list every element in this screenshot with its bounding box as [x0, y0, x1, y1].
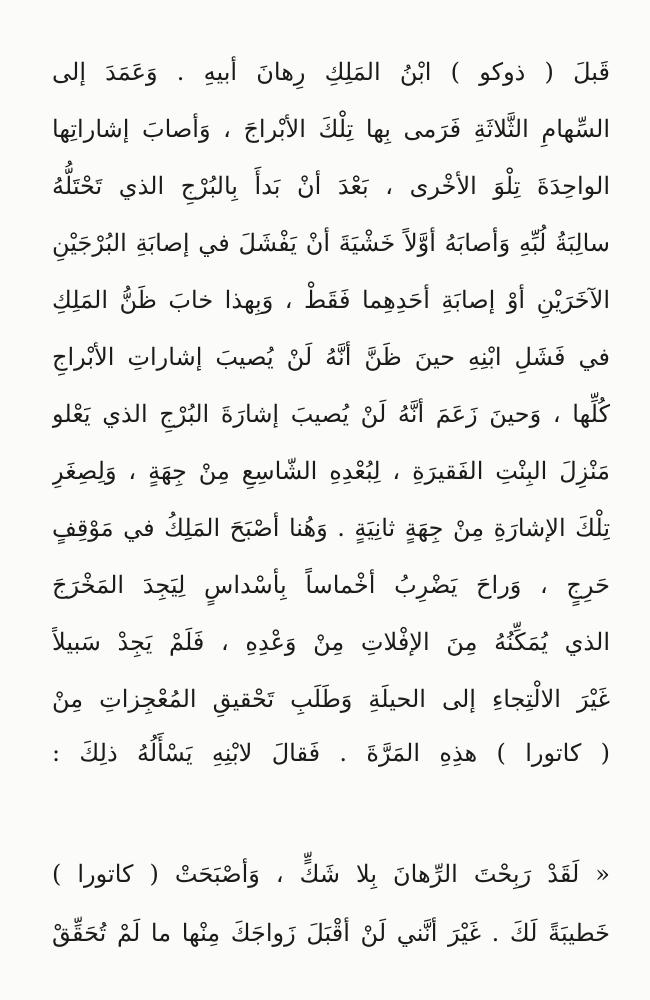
- text-line: تِلْكَ الإشارَةِ مِنْ جِهَةٍ ثانِيَةٍ . وَهُنا أصْبَحَ المَلِكُ في مَوْقِفٍ: [52, 514, 610, 542]
- text-line: قَبلَ ( ذوكو ) ابْنُ المَلِكِ رِهانَ أبيهِ . وَعَمَدَ إلى: [52, 58, 610, 86]
- text-line: غَيْرَ الالْتِجاءِ إلى الحيلَةِ وَطَلَبِ تَحْقيقِ المُعْجِزاتِ مِنْ: [52, 685, 610, 713]
- text-line: ( كاتورا ) هذِهِ المَرَّةَ . فَقالَ لابْنِهِ يَسْأَلُهُ ذلِكَ :: [52, 739, 610, 767]
- text-line: الآخَرَيْنِ أوْ إصابَةِ أحَدِهِما فَقَطْ ، وَبِهذا خابَ ظَنُّ المَلِكِ: [52, 286, 610, 314]
- text-line: الواحِدَةَ تِلْوَ الأخْرى ، بَعْدَ أنْ بَدأَ بِالبُرْجِ الذي تَحْتَلُّهُ: [52, 172, 610, 200]
- text-line: كُلِّها ، وَحينَ زَعَمَ أنَّهُ لَنْ يُصيبَ إشارَةَ البُرْجِ الذي يَعْلو: [52, 400, 610, 428]
- text-line: « لَقَدْ رَبِحْتَ الرِّهانَ بِلا شَكٍّ ، وَأصْبَحَتْ ( كاتورا ): [52, 860, 610, 888]
- text-line: السِّهامِ الثَّلاثَةِ فَرَمى بِها تِلْكَ الأبْراجَ ، وَأصابَ إشاراتِها: [52, 115, 610, 143]
- text-line: مَنْزِلَ البِنْتِ الفَقيرَةِ ، لِبُعْدِهِ الشّاسِعِ مِنْ جِهَةٍ ، وَلِصِغَرِ: [52, 457, 610, 485]
- text-line: حَرِجٍ ، وَراحَ يَضْرِبُ أخْماساً بِأسْداسٍ لِيَجِدَ المَخْرَجَ: [52, 571, 610, 599]
- text-line: خَطيبَةً لَكَ . غَيْرَ أنَّني لَنْ أقْبَلَ زَواجَكَ مِنْها ما لَمْ تُحَقِّقْ: [52, 919, 610, 947]
- text-line: الذي يُمَكِّنُهُ مِنَ الإفْلاتِ مِنْ وَعْدِهِ ، فَلَمْ يَجِدْ سَبيلاً: [52, 628, 610, 656]
- text-line: سالِبَةُ لُبِّهِ وَأصابَهُ أوَّلاً خَشْيَةَ أنْ يَفْشَلَ في إصابَةِ البُرْجَيْنِ: [52, 229, 610, 257]
- text-line: في فَشَلِ ابْنِهِ حينَ ظَنَّ أنَّهُ لَنْ يُصيبَ إشاراتِ الأبْراجِ: [52, 343, 610, 371]
